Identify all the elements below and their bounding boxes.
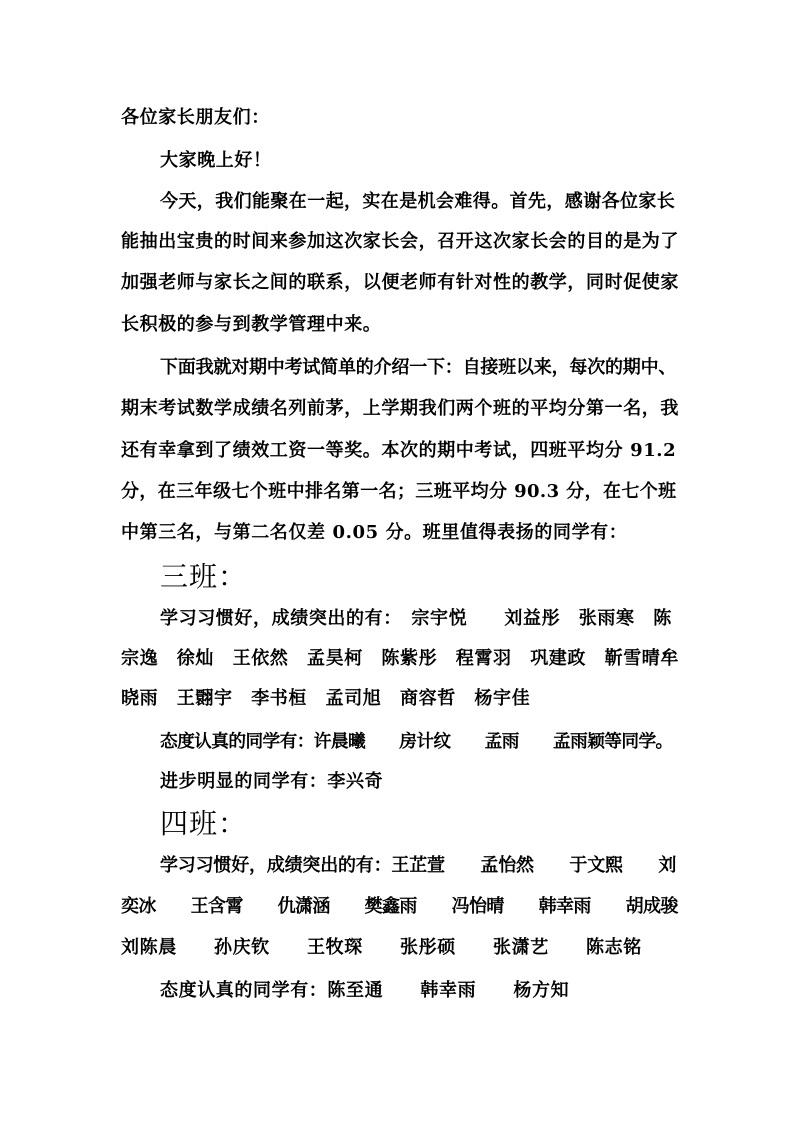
intro-line-2: 能抽出宝贵的时间来参加这次家长会，召开这次家长会的目的是为了: [121, 231, 679, 252]
class3-heading: 三班：: [160, 560, 248, 593]
exam-line-4: 分，在三年级七个班中排名第一名；三班平均分 90.3 分，在七个班: [121, 481, 677, 502]
class3-habits-line-3: 晓雨 王翾宇 李书桓 孟司旭 商容哲 杨宇佳: [121, 688, 531, 709]
intro-line-1: 今天，我们能聚在一起，实在是机会难得。首先，感谢各位家长: [160, 191, 676, 212]
exam-line-5: 中第三名，与第二名仅差 0.05 分。班里值得表扬的同学有：: [121, 522, 628, 543]
class3-habits-line-2: 宗逸 徐灿 王依然 孟昊柯 陈紫彤 程霄羽 巩建政 靳雪晴牟: [121, 648, 679, 669]
salutation: 大家晚上好！: [160, 150, 272, 171]
intro-line-3: 加强老师与家长之间的联系，以便老师有针对性的教学，同时促使家: [121, 272, 679, 293]
exam-line-3: 还有幸拿到了绩效工资一等奖。本次的期中考试，四班平均分 91.2: [121, 440, 677, 461]
exam-line-2: 期末考试数学成绩名列前茅，上学期我们两个班的平均分第一名，我: [121, 398, 679, 419]
exam-line-1: 下面我就对期中考试简单的介绍一下：自接班以来，每次的期中、: [160, 357, 677, 378]
class3-habits-line-1: 学习习惯好，成绩突出的有： 宗宇悦 刘益彤 张雨寒 陈: [160, 608, 672, 629]
class4-attitude: 态度认真的同学有：陈至通 韩幸雨 杨方知: [160, 980, 570, 1001]
class4-habits-line-3: 刘陈晨 孙庆钦 王牧琛 张彤硕 张潇艺 陈志铭: [121, 937, 642, 958]
class4-habits-line-1: 学习习惯好，成绩突出的有：王芷萱 孟怡然 于文熙 刘: [160, 855, 677, 876]
class4-habits-line-2: 奕冰 王含霄 仇潇涵 樊鑫雨 冯怡晴 韩幸雨 胡成骏: [121, 896, 678, 917]
class3-attitude: 态度认真的同学有：许晨曦 房计纹 孟雨 孟雨颖等同学。: [160, 731, 673, 752]
class3-progress: 进步明显的同学有：李兴奇: [160, 771, 384, 792]
greeting: 各位家长朋友们：: [121, 107, 270, 128]
class4-heading: 四班：: [160, 807, 248, 840]
intro-line-4: 长积极的参与到教学管理中来。: [121, 314, 382, 335]
